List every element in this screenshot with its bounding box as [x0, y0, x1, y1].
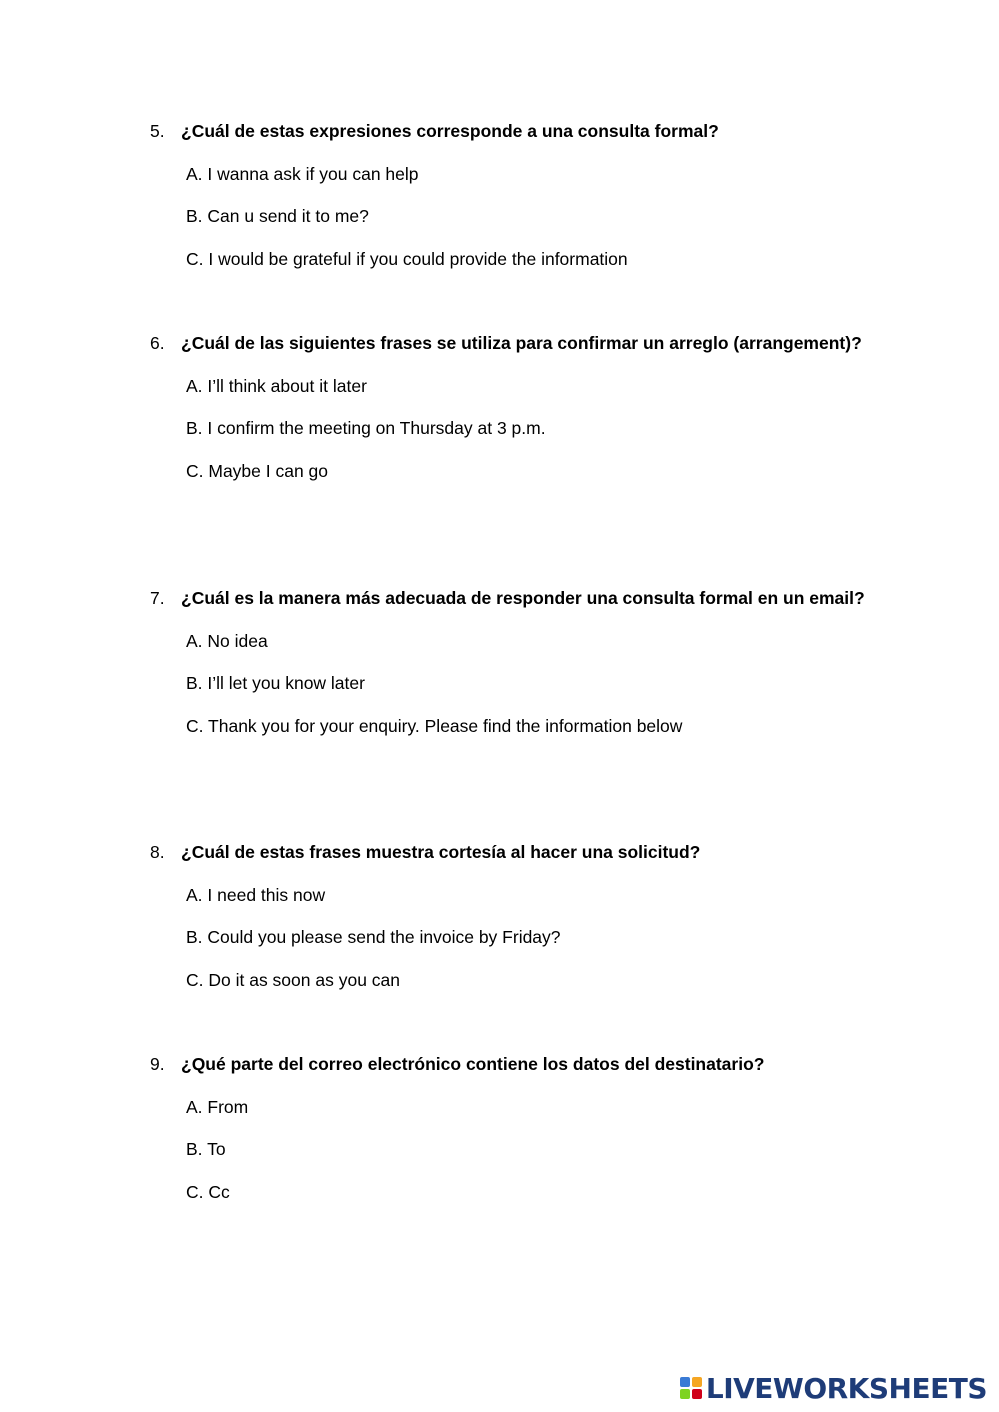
question-text: ¿Cuál de estas frases muestra cortesía al hacer una solicitud?: [181, 842, 701, 862]
question-number: 8.: [150, 842, 165, 862]
answer-option-c[interactable]: C. Thank you for your enquiry. Please find the information below: [186, 715, 683, 736]
answer-options: [150, 153, 877, 281]
answer-option-b[interactable]: B. Can u send it to me?: [186, 206, 369, 226]
answer-option-b[interactable]: B. I’ll let you know later: [186, 673, 365, 693]
question-number: 9.: [150, 1054, 165, 1074]
answer-options: [150, 1086, 877, 1214]
answer-options: [150, 365, 877, 493]
question-text: ¿Cuál de las siguientes frases se utiliza para confirmar un arreglo (arrangement)?: [181, 333, 862, 353]
liveworksheets-wordmark: LIVEWORKSHEETS: [705, 1371, 987, 1405]
question-6: [150, 322, 877, 492]
answer-option-a[interactable]: A. From: [186, 1096, 249, 1117]
answer-option-a[interactable]: A. No idea: [186, 630, 268, 651]
logo-square-2: [692, 1377, 702, 1387]
answer-option-a[interactable]: A. I need this now: [186, 884, 326, 905]
question-number: 6.: [150, 333, 165, 353]
answer-option-c[interactable]: C. Cc: [186, 1181, 230, 1202]
liveworksheets-logo-icon: [680, 1377, 702, 1399]
answer-option-c[interactable]: C. Maybe I can go: [186, 460, 329, 481]
question-header: [150, 831, 877, 874]
question-9: [150, 1043, 877, 1213]
logo-square-4: [692, 1389, 702, 1399]
answer-option-c[interactable]: C. I would be grateful if you could provide the information: [186, 248, 628, 269]
question-text: ¿Cuál es la manera más adecuada de responder una consulta formal en un email?: [181, 588, 865, 608]
question-header: [150, 1043, 877, 1086]
answer-options: [150, 874, 877, 1002]
answer-option-b[interactable]: B. Could you please send the invoice by Friday?: [186, 927, 561, 947]
liveworksheets-logo: [680, 1370, 987, 1406]
question-number: 7.: [150, 588, 165, 608]
question-number: 5.: [150, 121, 165, 141]
answer-option-b[interactable]: B. To: [186, 1139, 226, 1159]
answer-option-b[interactable]: B. I confirm the meeting on Thursday at 3 p.m.: [186, 418, 546, 438]
question-text: ¿Cuál de estas expresiones corresponde a una consulta formal?: [181, 121, 719, 141]
question-header: [150, 322, 877, 365]
question-header: [150, 110, 877, 153]
answer-option-a[interactable]: A. I’ll think about it later: [186, 375, 367, 396]
answer-option-a[interactable]: A. I wanna ask if you can help: [186, 163, 419, 184]
question-text: ¿Qué parte del correo electrónico contiene los datos del destinatario?: [181, 1054, 765, 1074]
question-7: [150, 577, 877, 747]
logo-square-1: [680, 1377, 690, 1387]
answer-option-c[interactable]: C. Do it as soon as you can: [186, 969, 400, 990]
question-header: [150, 577, 877, 620]
question-8: [150, 831, 877, 1001]
logo-square-3: [680, 1389, 690, 1399]
question-5: [150, 110, 877, 280]
answer-options: [150, 620, 877, 748]
